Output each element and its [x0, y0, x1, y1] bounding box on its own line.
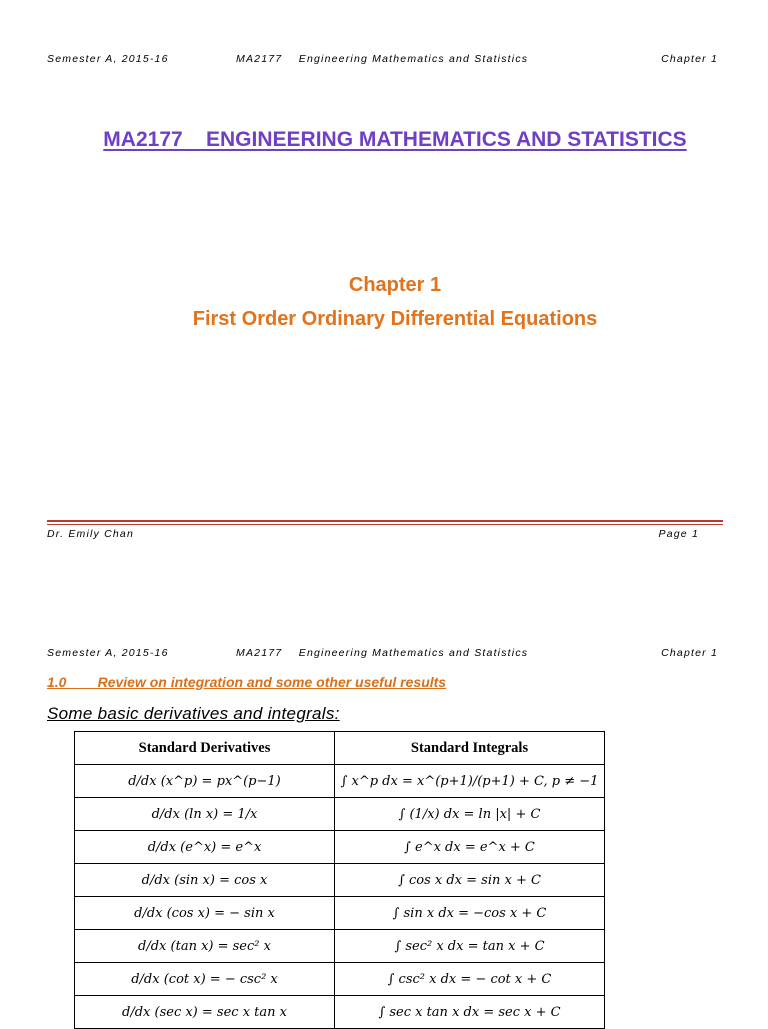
- header-semester: Semester A, 2015-16: [47, 647, 169, 659]
- integral-formula: ∫ (1/x) dx = ln |x| + C: [335, 798, 605, 831]
- derivative-formula: d/dx (ln x) = 1/x: [75, 798, 335, 831]
- derivative-formula: d/dx (x^p) = px^(p−1): [75, 765, 335, 798]
- integral-formula: ∫ x^p dx = x^(p+1)/(p+1) + C, p ≠ −1: [335, 765, 605, 798]
- derivative-formula: d/dx (cot x) = − csc² x: [75, 963, 335, 996]
- course-title: MA2177 ENGINEERING MATHEMATICS AND STATISTICS: [103, 128, 687, 151]
- column-header-integrals: Standard Integrals: [335, 732, 605, 765]
- table-header-row: [75, 732, 605, 765]
- header-semester: Semester A, 2015-16: [47, 53, 169, 65]
- derivative-formula: d/dx (e^x) = e^x: [75, 831, 335, 864]
- table-row: [75, 831, 605, 864]
- page2-header: [47, 647, 718, 661]
- page1-footer: [47, 528, 699, 542]
- table-row: [75, 798, 605, 831]
- table-row: [75, 897, 605, 930]
- formulas-table: [74, 731, 605, 1029]
- chapter-number: Chapter 1: [348, 274, 442, 296]
- integral-formula: ∫ sin x dx = −cos x + C: [335, 897, 605, 930]
- subsection-heading: Some basic derivatives and integrals:: [47, 704, 340, 723]
- column-header-derivatives: Standard Derivatives: [75, 732, 335, 765]
- derivative-formula: d/dx (sec x) = sec x tan x: [75, 996, 335, 1029]
- derivative-formula: d/dx (sin x) = cos x: [75, 864, 335, 897]
- header-course: MA2177 Engineering Mathematics and Statistics: [236, 53, 529, 65]
- derivative-formula: d/dx (cos x) = − sin x: [75, 897, 335, 930]
- footer-rule-thin: [47, 524, 723, 525]
- integral-formula: ∫ cos x dx = sin x + C: [335, 864, 605, 897]
- chapter-title: First Order Ordinary Differential Equations: [192, 308, 598, 330]
- footer-page-number: Page 1: [658, 528, 699, 540]
- derivative-formula: d/dx (tan x) = sec² x: [75, 930, 335, 963]
- footer-rule: [47, 520, 723, 522]
- footer-author: Dr. Emily Chan: [47, 528, 135, 540]
- page1-header: [47, 53, 718, 67]
- integral-formula: ∫ csc² x dx = − cot x + C: [335, 963, 605, 996]
- table-row: [75, 930, 605, 963]
- integral-formula: ∫ sec² x dx = tan x + C: [335, 930, 605, 963]
- integral-formula: ∫ sec x tan x dx = sec x + C: [335, 996, 605, 1029]
- table-row: [75, 765, 605, 798]
- header-course: MA2177 Engineering Mathematics and Statistics: [236, 647, 529, 659]
- table-row: [75, 864, 605, 897]
- section-heading: 1.0 Review on integration and some other useful results: [47, 674, 447, 690]
- header-chapter: Chapter 1: [661, 647, 718, 659]
- table-row: [75, 963, 605, 996]
- integral-formula: ∫ e^x dx = e^x + C: [335, 831, 605, 864]
- header-chapter: Chapter 1: [661, 53, 718, 65]
